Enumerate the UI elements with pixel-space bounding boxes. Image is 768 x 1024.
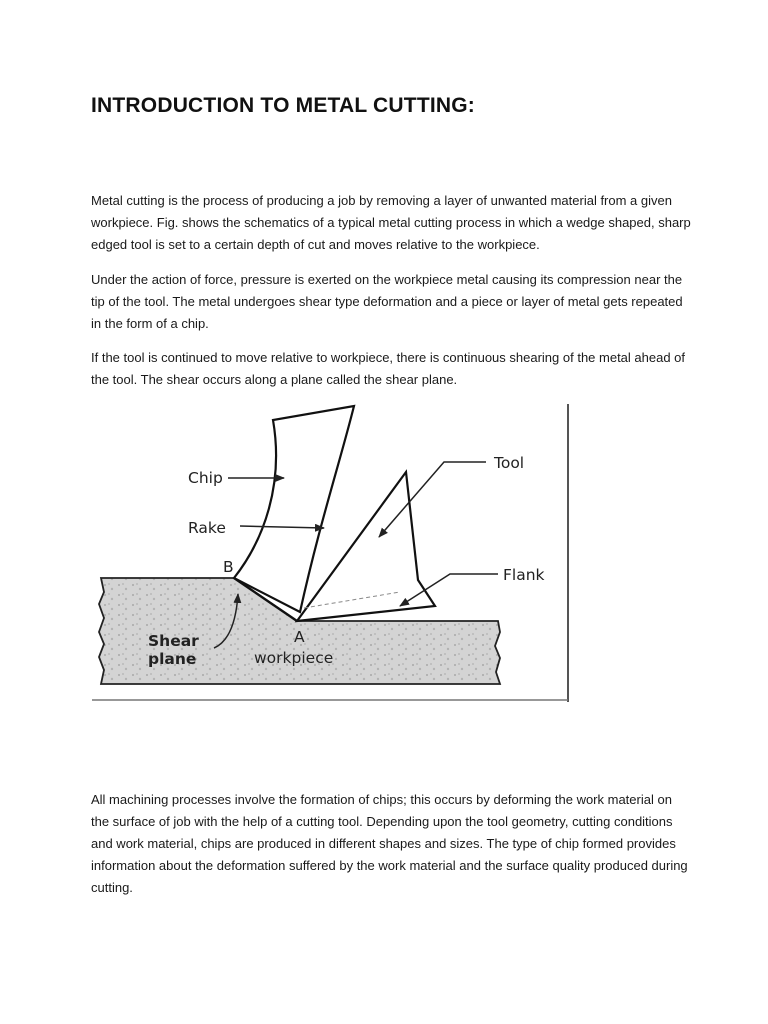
label-tool: Tool <box>494 454 525 472</box>
label-plane: plane <box>148 650 197 668</box>
label-rake: Rake <box>188 519 226 537</box>
label-workpiece: workpiece <box>254 649 334 667</box>
label-flank: Flank <box>503 566 545 584</box>
page-title: INTRODUCTION TO METAL CUTTING: <box>91 94 475 117</box>
label-shear: Shear <box>148 632 199 650</box>
label-point-a: A <box>294 628 305 646</box>
paragraph-1: Metal cutting is the process of producing a job by removing a layer of unwanted material from a given workpiece. Fig. shows the schematics of a typical metal cutting process in which a wedge shaped, sharp edged tool is set to a certain depth of cut and moves relative to the workpiece. <box>91 193 691 252</box>
metal-cutting-diagram <box>88 402 572 710</box>
paragraph-3: If the tool is continued to move relative to workpiece, there is continuous shearing of the metal ahead of the tool. The shear occurs along a plane called the shear plane. <box>91 350 686 387</box>
label-point-b: B <box>223 558 234 576</box>
paragraph-2: Under the action of force, pressure is exerted on the workpiece metal causing its compression near the tip of the tool. The metal undergoes shear type deformation and a piece or layer of metal gets repeated in the form of a chip. <box>91 272 683 331</box>
metal-cutting-figure <box>88 402 572 710</box>
paragraph-4: All machining processes involve the formation of chips; this occurs by deforming the work material on the surface of job with the help of a cutting tool. Depending upon the tool geometry, cutting conditions and work material, chips are produced in different shapes and sizes. The type of chip formed provides information about the deformation suffered by the work material and the surface quality produced during cutting. <box>91 792 688 895</box>
label-chip: Chip <box>188 469 223 487</box>
